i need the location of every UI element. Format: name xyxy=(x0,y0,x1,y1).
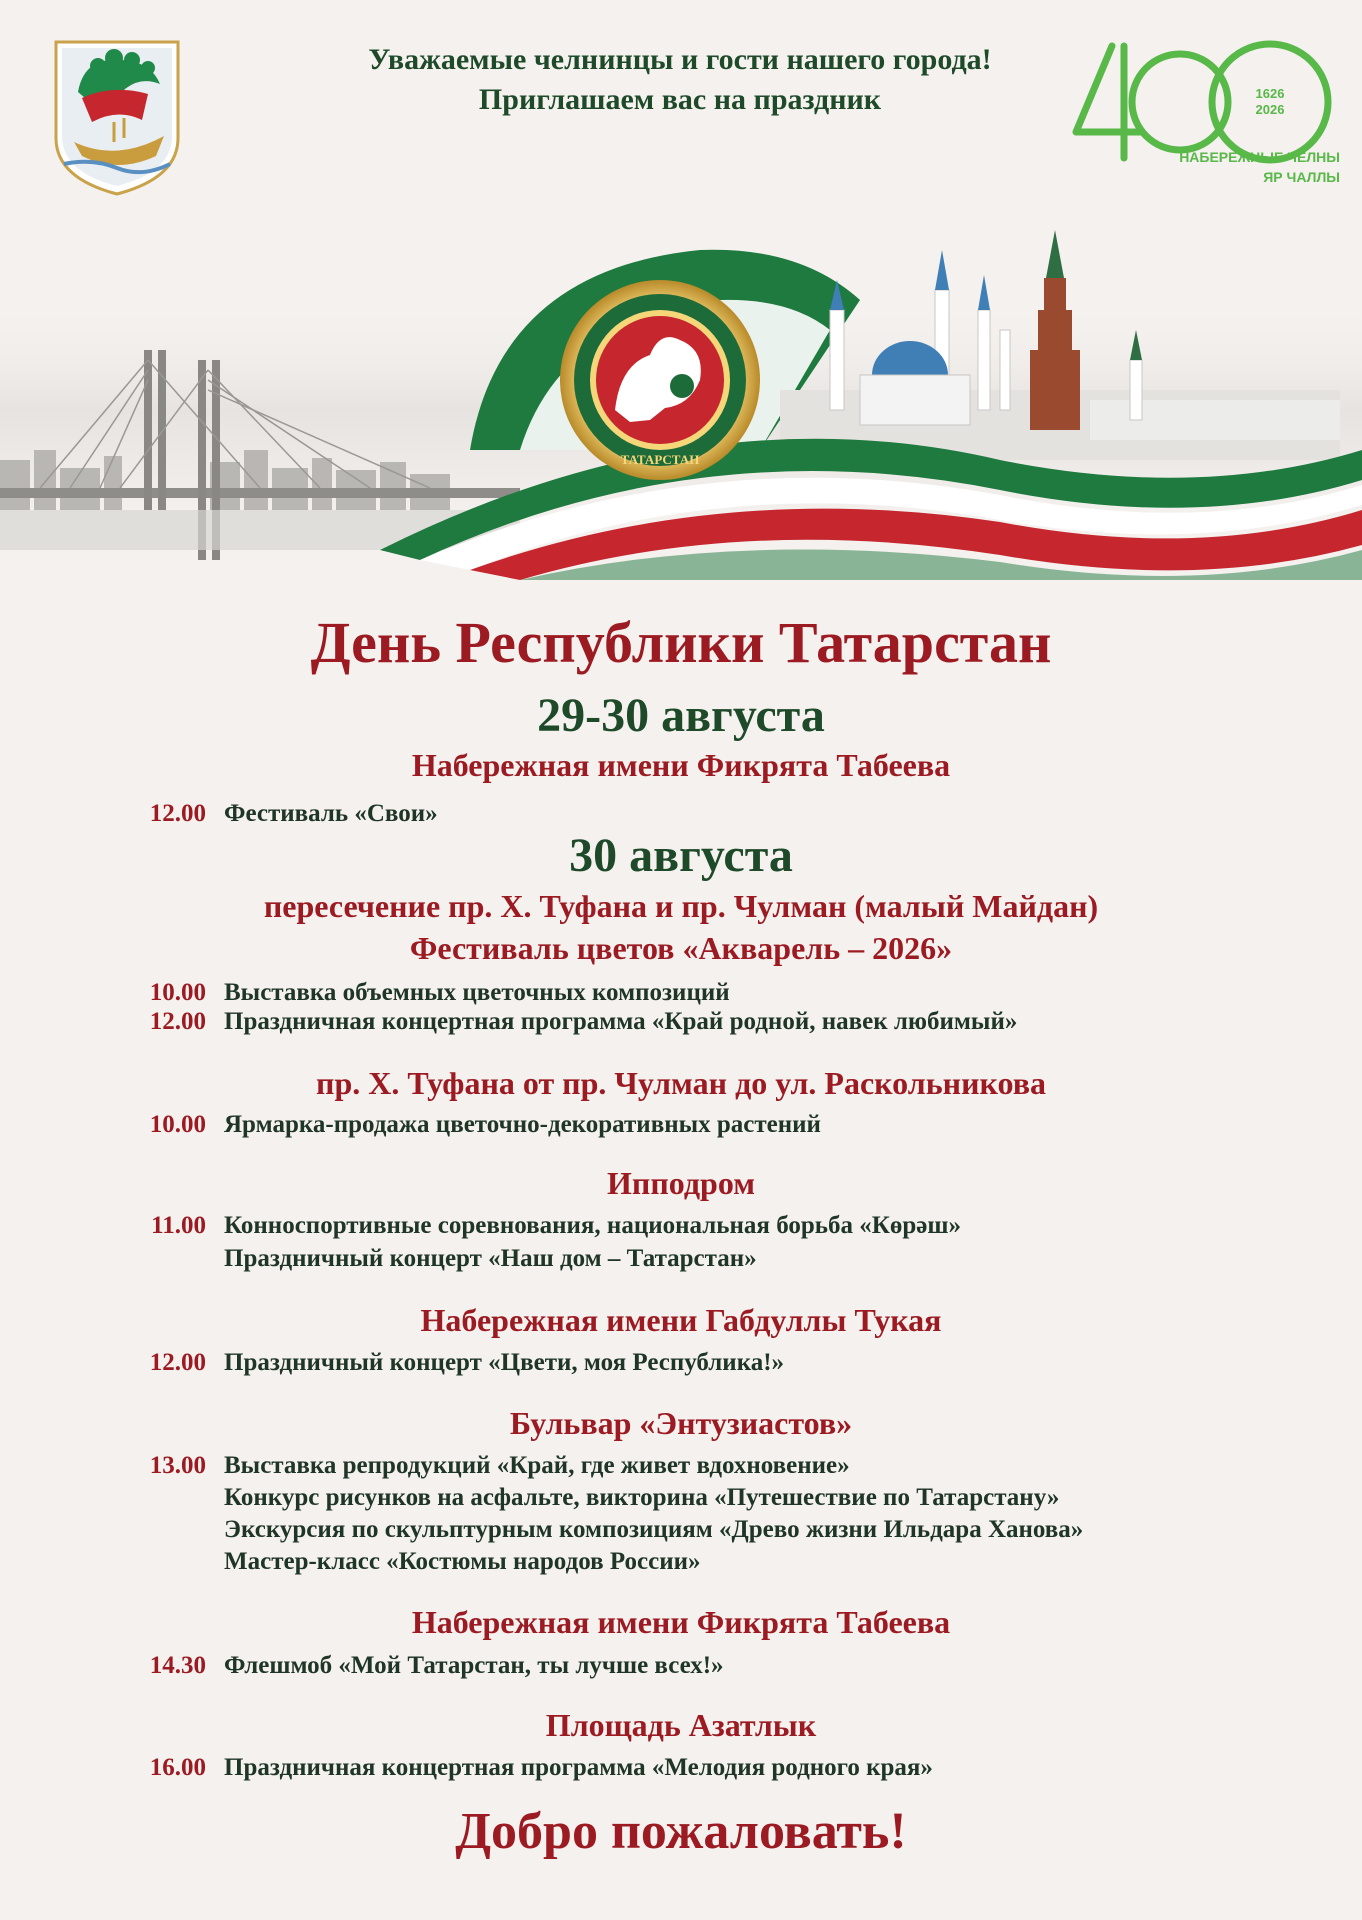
event-title: Фестиваль «Свои» xyxy=(224,800,438,827)
event-title: Праздничный концерт «Цвети, моя Республика!» xyxy=(224,1349,785,1376)
event-title: Праздничная концертная программа «Край родной, навек любимый» xyxy=(224,1008,1018,1035)
section2-place: пересечение пр. Х. Туфана и пр. Чулман (малый Майдан) xyxy=(263,888,1099,924)
hero-banner xyxy=(0,150,1362,580)
greeting-line-2: Приглашаем вас на праздник xyxy=(478,83,882,116)
schedule-row xyxy=(0,977,1362,1009)
event-time: 11.00 xyxy=(151,1212,206,1239)
event-title: Флешмоб «Мой Татарстан, ты лучше всех!» xyxy=(224,1652,724,1679)
schedule-row xyxy=(0,1109,1362,1141)
event-title: Праздничный концерт «Наш дом – Татарстан» xyxy=(224,1245,757,1272)
venue-heading: Ипподром xyxy=(606,1165,755,1201)
event-title: Ярмарка-продажа цветочно-декоративных растений xyxy=(224,1111,821,1138)
event-time: 10.00 xyxy=(149,1111,206,1138)
svg-text:1626: 1626 xyxy=(1255,86,1285,101)
schedule-row xyxy=(0,1006,1362,1038)
event-time: 14.30 xyxy=(149,1652,206,1679)
greeting-line-1: Уважаемые челнинцы и гости нашего города! xyxy=(368,43,992,76)
page-title: День Республики Татарстан xyxy=(310,610,1052,675)
event-time: 12.00 xyxy=(149,1349,206,1376)
svg-text:2026: 2026 xyxy=(1255,102,1285,117)
schedule-row xyxy=(0,1347,1362,1379)
schedule-row xyxy=(0,1243,1362,1275)
schedule-row xyxy=(0,1450,1362,1482)
venue-heading: Набережная имени Фикрята Табеева xyxy=(411,1604,951,1640)
venue-heading: Площадь Азатлык xyxy=(545,1707,817,1743)
event-title: Выставка объемных цветочных композиций xyxy=(224,979,730,1006)
schedule-row xyxy=(0,1650,1362,1682)
section2-date: 30 августа xyxy=(569,829,793,882)
event-title: Мастер-класс «Костюмы народов России» xyxy=(224,1548,701,1575)
section1-date: 29-30 августа xyxy=(537,689,825,742)
section2-festival: Фестиваль цветов «Акварель – 2026» xyxy=(409,930,953,966)
jubilee-city-tt: ЯР ЧАЛЛЫ xyxy=(1263,169,1340,185)
tatarstan-emblem xyxy=(560,280,760,480)
jubilee-city-ru: НАБЕРЕЖНЫЕ ЧЕЛНЫ xyxy=(1179,149,1340,165)
schedule-row xyxy=(0,1210,1362,1242)
welcome-message: Добро пожаловать! xyxy=(455,1803,907,1860)
schedule-row xyxy=(0,1752,1362,1784)
event-time: 13.00 xyxy=(149,1452,206,1479)
schedule-row xyxy=(0,798,1362,830)
event-title: Выставка репродукций «Край, где живет вдохновение» xyxy=(224,1452,850,1479)
event-title: Конноспортивные соревнования, национальная борьба «Көрәш» xyxy=(224,1212,961,1239)
event-time: 16.00 xyxy=(149,1754,206,1781)
schedule-row xyxy=(0,1514,1362,1546)
event-time: 12.00 xyxy=(149,1008,206,1035)
event-time: 10.00 xyxy=(149,979,206,1006)
event-time: 12.00 xyxy=(149,800,206,827)
venue-heading: пр. Х. Туфана от пр. Чулман до ул. Раскольникова xyxy=(316,1065,1046,1101)
event-title: Конкурс рисунков на асфальте, викторина «Путешествие по Татарстану» xyxy=(224,1484,1060,1511)
venue-heading: Бульвар «Энтузиастов» xyxy=(509,1405,853,1441)
greeting xyxy=(230,40,1130,120)
event-title: Экскурсия по скульптурным композициям «Древо жизни Ильдара Ханова» xyxy=(224,1516,1084,1543)
emblem-ring-text: ТАТАРСТАН xyxy=(620,452,700,467)
schedule-row xyxy=(0,1482,1362,1514)
venue-heading: Набережная имени Габдуллы Тукая xyxy=(420,1302,942,1338)
event-title: Праздничная концертная программа «Мелодия родного края» xyxy=(224,1754,933,1781)
section1-place: Набережная имени Фикрята Табеева xyxy=(411,747,951,783)
schedule-row xyxy=(0,1546,1362,1578)
